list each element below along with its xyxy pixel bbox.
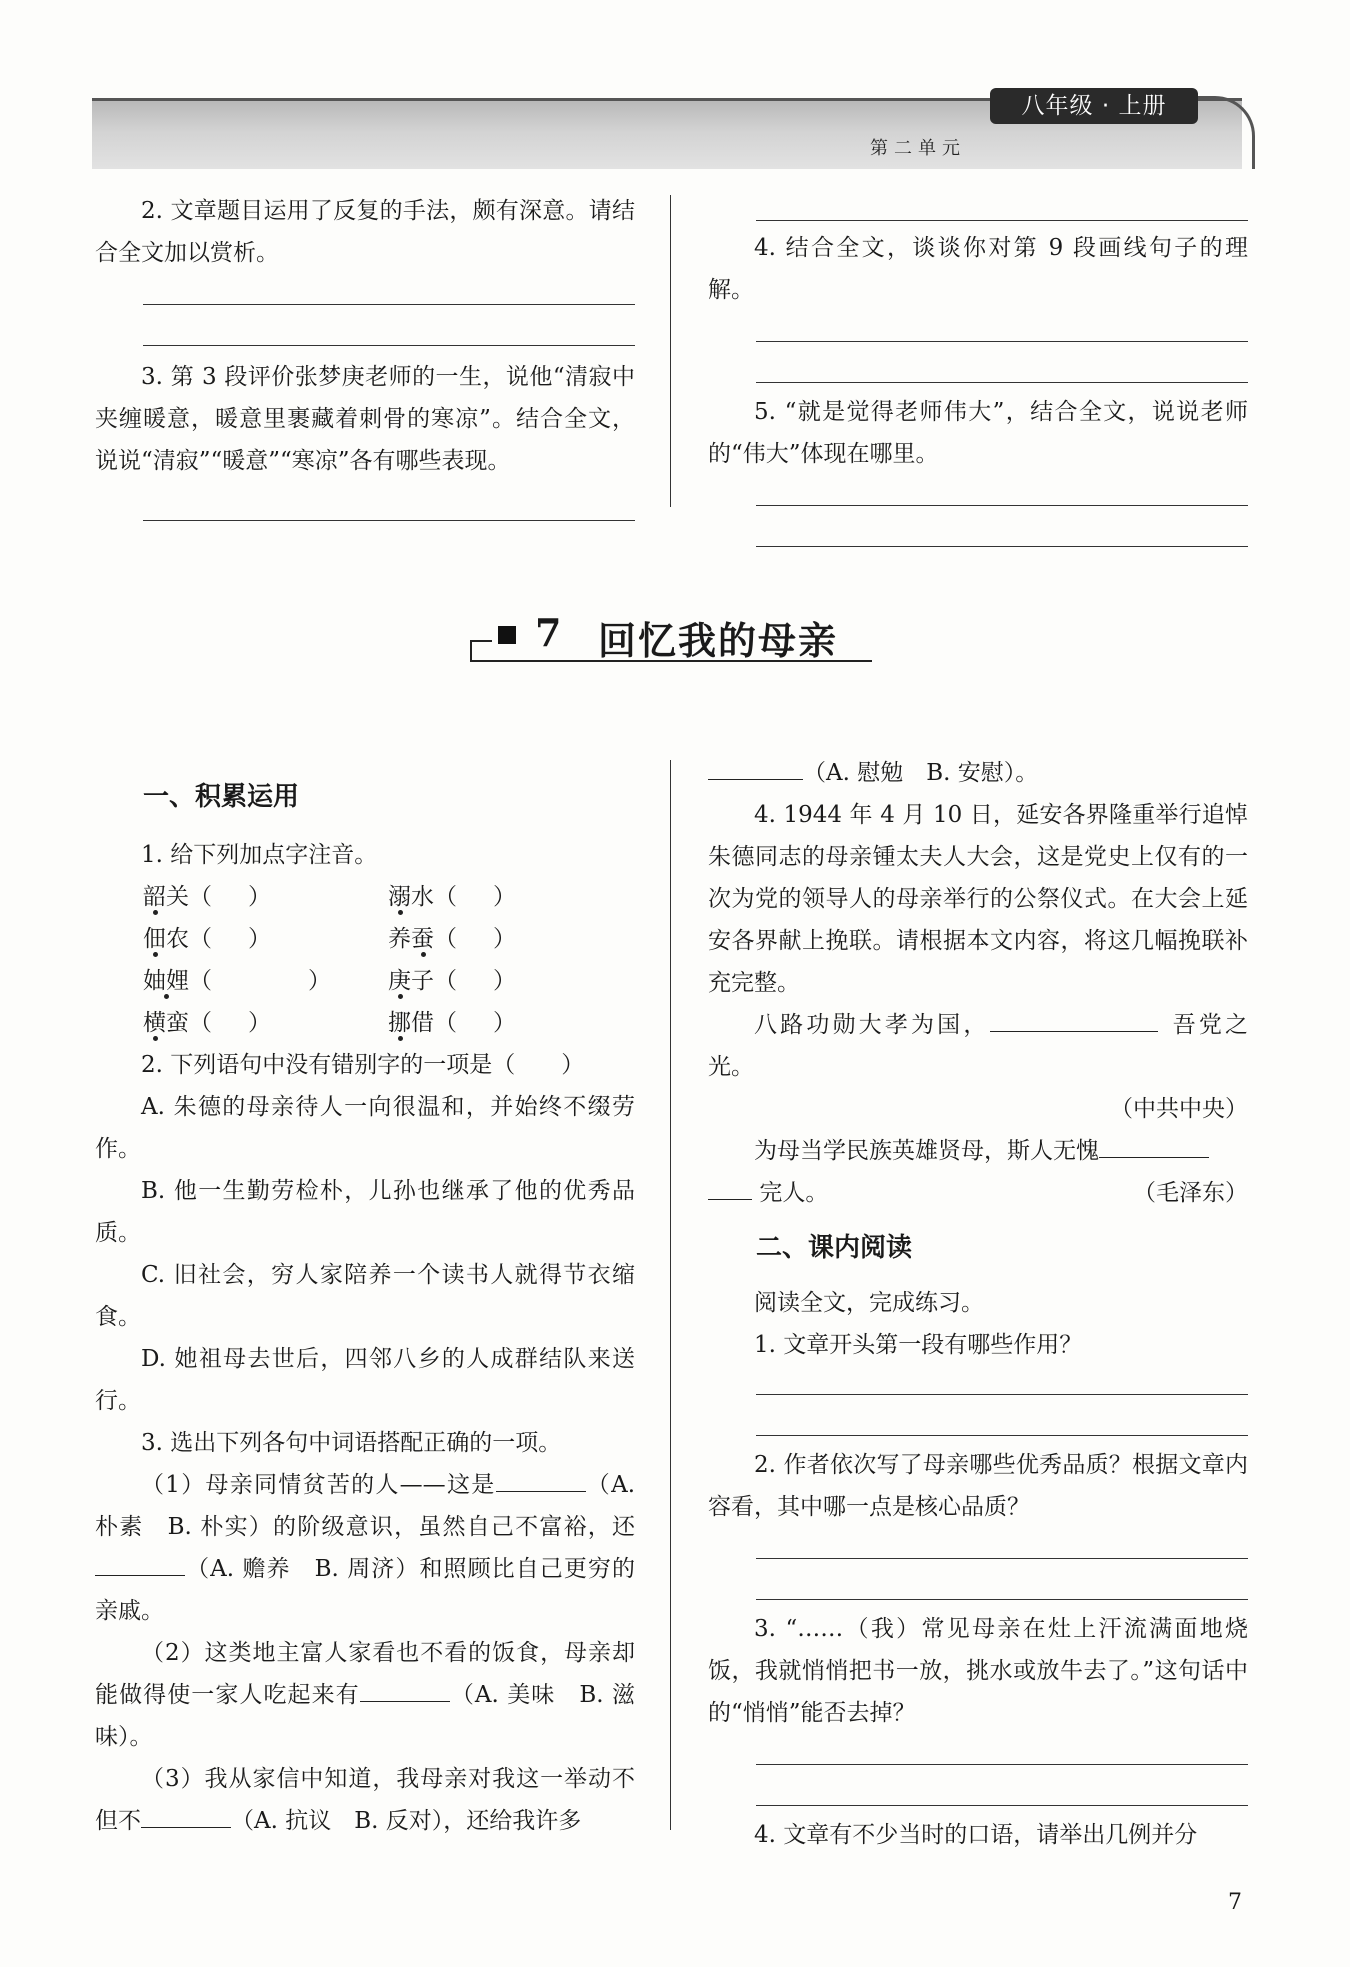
dotted-char: 妯娌	[143, 968, 189, 994]
text-span: （2）这类地主富人家看也不看的饭食，母亲却能做得使一家人吃起来有	[95, 1640, 635, 1708]
paren-open: （	[434, 926, 457, 952]
collocation-item-3	[95, 1758, 635, 1842]
answer-line[interactable]	[756, 341, 1248, 342]
pinyin-item	[143, 918, 388, 960]
collocation-item-2	[95, 1632, 635, 1758]
reading-intro: 阅读全文，完成练习。	[754, 1290, 984, 1316]
fill-blank[interactable]	[990, 1005, 1158, 1032]
couplet-2-author: （毛泽东）	[1133, 1180, 1248, 1206]
typo-option-a: A. 朱德的母亲待人一向很温和，并始终不缀劳作。	[95, 1094, 635, 1162]
paren-open: （	[434, 968, 457, 994]
plain-char: 水	[411, 884, 434, 910]
plain-char: 农	[166, 926, 189, 952]
couplet-question: 4. 1944 年 4 月 10 日，延安各界隆重举行追悼朱德同志的母亲锺太夫人大会，这是党史上仅有的一次为党的领导人的母亲举行的公祭仪式。在大会上延安各界献上挽联。请根据本文内容，将这几幅挽联补充完整。	[708, 802, 1248, 996]
plain-char: 关	[166, 884, 189, 910]
typo-option-b: B. 他一生勤劳检朴，儿孙也继承了他的优秀品质。	[95, 1178, 635, 1246]
typo-option-d: D. 她祖母去世后，四邻八乡的人成群结队来送行。	[95, 1346, 635, 1414]
paren-open: （	[189, 968, 212, 994]
paren-close: ）	[493, 926, 516, 952]
dotted-char: 挪	[388, 1010, 411, 1036]
lesson-title: 回忆我的母亲	[598, 618, 839, 663]
lesson-title-bracket-top	[470, 640, 492, 642]
dotted-char: 庚	[388, 968, 411, 994]
paren-close: ）	[493, 968, 516, 994]
answer-line[interactable]	[756, 1558, 1248, 1559]
dotted-char: 横	[143, 1010, 166, 1036]
couplet-2-cont	[708, 1172, 1248, 1214]
question-4: 4. 结合全文，谈谈你对第 9 段画线句子的理解。	[708, 235, 1248, 303]
answer-line[interactable]	[756, 546, 1248, 547]
text-span: （A. 赡养 B. 周济）和照顾比自己更穷的亲戚。	[95, 1556, 635, 1624]
fill-blank[interactable]	[1099, 1131, 1209, 1158]
text-span: （1）母亲同情贫苦的人——这是	[141, 1472, 496, 1498]
answer-line[interactable]	[756, 1599, 1248, 1600]
paren-close: ）	[493, 1010, 516, 1036]
text-span: 吾党之光。	[708, 1012, 1249, 1080]
section-1-heading: 一、积累运用	[143, 782, 300, 812]
collocation-question: 3. 选出下列各句中词语搭配正确的一项。	[141, 1430, 562, 1456]
paren-open: （	[189, 926, 212, 952]
paren-close: ）	[248, 926, 271, 952]
reading-question-1: 1. 文章开头第一段有哪些作用？	[754, 1332, 1083, 1358]
paren-open: （	[434, 884, 457, 910]
pinyin-item	[388, 1002, 633, 1044]
pinyin-item	[388, 876, 633, 918]
plain-char: 养	[388, 926, 411, 952]
fill-blank[interactable]	[708, 1173, 752, 1200]
plain-char: 子	[411, 968, 434, 994]
text-span: 八路功勋大孝为国，	[754, 1012, 990, 1038]
answer-line[interactable]	[756, 1435, 1248, 1436]
collocation-item-1	[95, 1464, 635, 1632]
dotted-char: 溺	[388, 884, 411, 910]
couplet-2	[708, 1130, 1248, 1172]
answer-line[interactable]	[143, 520, 635, 521]
fill-blank[interactable]	[95, 1549, 185, 1576]
top-column-divider	[670, 195, 671, 507]
text-span: （A. 慰勉 B. 安慰）。	[803, 760, 1039, 786]
text-span: （A. 美味 B. 滋味）。	[95, 1682, 636, 1750]
answer-line[interactable]	[756, 1805, 1248, 1806]
answer-line[interactable]	[756, 1394, 1248, 1395]
plain-char: 蛮	[166, 1010, 189, 1036]
reading-question-3: 3. “……（我）常见母亲在灶上汗流满面地烧饭，我就悄悄把书一放，挑水或放牛去了。”这句话中的“悄悄”能否去掉？	[708, 1616, 1248, 1726]
paren-close: ）	[308, 968, 331, 994]
pinyin-grid	[143, 876, 635, 1044]
answer-line[interactable]	[756, 382, 1248, 383]
reading-question-4: 4. 文章有不少当时的口语，请举出几例并分	[754, 1822, 1198, 1848]
typo-question: 2. 下列语句中没有错别字的一项是（ ）	[141, 1052, 585, 1078]
page-number: 7	[1228, 1890, 1242, 1915]
pinyin-item	[388, 960, 633, 1002]
top-left-column	[95, 190, 635, 521]
paren-close: ）	[248, 884, 271, 910]
unit-label: 第二单元	[870, 138, 966, 159]
question-3: 3. 第 3 段评价张梦庚老师的一生，说他“清寂中夹缠暖意，暖意里裹藏着刺骨的寒凉”。结合全文，说说“清寂”“暖意”“寒凉”各有哪些表现。	[95, 364, 635, 474]
dotted-char: 佃	[143, 926, 166, 952]
couplet-1	[708, 1004, 1248, 1088]
text-span: （A. 抗议 B. 反对），还给我许多	[231, 1808, 582, 1834]
paren-open: （	[189, 1010, 212, 1036]
text-span: （A. 朴素 B. 朴实）的阶级意识，虽然自己不富裕，还	[95, 1472, 636, 1540]
dotted-char: 蚕	[411, 926, 434, 952]
fill-blank[interactable]	[496, 1465, 586, 1492]
fill-blank[interactable]	[708, 753, 803, 780]
question-5: 5. “就是觉得老师伟大”，结合全文，说说老师的“伟大”体现在哪里。	[708, 399, 1248, 467]
paren-close: ）	[493, 884, 516, 910]
answer-line[interactable]	[756, 1764, 1248, 1765]
pinyin-item	[143, 1002, 388, 1044]
grade-tab: 八年级 · 上册	[990, 88, 1198, 124]
bottom-left-column	[95, 772, 635, 1842]
question-2: 2. 文章题目运用了反复的手法，颇有深意。请结合全文加以赏析。	[95, 198, 635, 266]
lesson-square-icon	[498, 626, 516, 644]
bottom-column-divider	[670, 760, 671, 1830]
typo-option-c: C. 旧社会，穷人家陪养一个读书人就得节衣缩食。	[95, 1262, 635, 1330]
fill-blank[interactable]	[141, 1801, 231, 1828]
bottom-right-column	[708, 752, 1248, 1856]
top-right-column	[708, 190, 1248, 547]
pinyin-question: 1. 给下列加点字注音。	[141, 842, 378, 868]
plain-char: 借	[411, 1010, 434, 1036]
couplet-1-author: （中共中央）	[1110, 1096, 1248, 1122]
text-span: 为母当学民族英雄贤母，斯人无愧	[754, 1138, 1099, 1164]
text-span: （3）我从家信中知道，我母亲对我这一举动不但不	[95, 1766, 635, 1834]
answer-line[interactable]	[143, 345, 635, 346]
pinyin-item	[143, 960, 388, 1002]
paren-open: （	[189, 884, 212, 910]
answer-line[interactable]	[756, 505, 1248, 506]
lesson-number: 7	[535, 610, 564, 655]
collocation-item-3-cont	[708, 752, 1248, 794]
pinyin-item	[388, 918, 633, 960]
dotted-char: 韶	[143, 884, 166, 910]
section-2-heading: 二、课内阅读	[756, 1233, 913, 1263]
pinyin-item	[143, 876, 388, 918]
answer-line[interactable]	[756, 220, 1248, 221]
fill-blank[interactable]	[360, 1675, 450, 1702]
text-span: 完人。	[759, 1180, 829, 1206]
paren-open: （	[434, 1010, 457, 1036]
answer-line[interactable]	[143, 304, 635, 305]
paren-close: ）	[248, 1010, 271, 1036]
reading-question-2: 2. 作者依次写了母亲哪些优秀品质？根据文章内容看，其中哪一点是核心品质？	[708, 1452, 1248, 1520]
couplet-2-cont-left	[708, 1172, 828, 1214]
